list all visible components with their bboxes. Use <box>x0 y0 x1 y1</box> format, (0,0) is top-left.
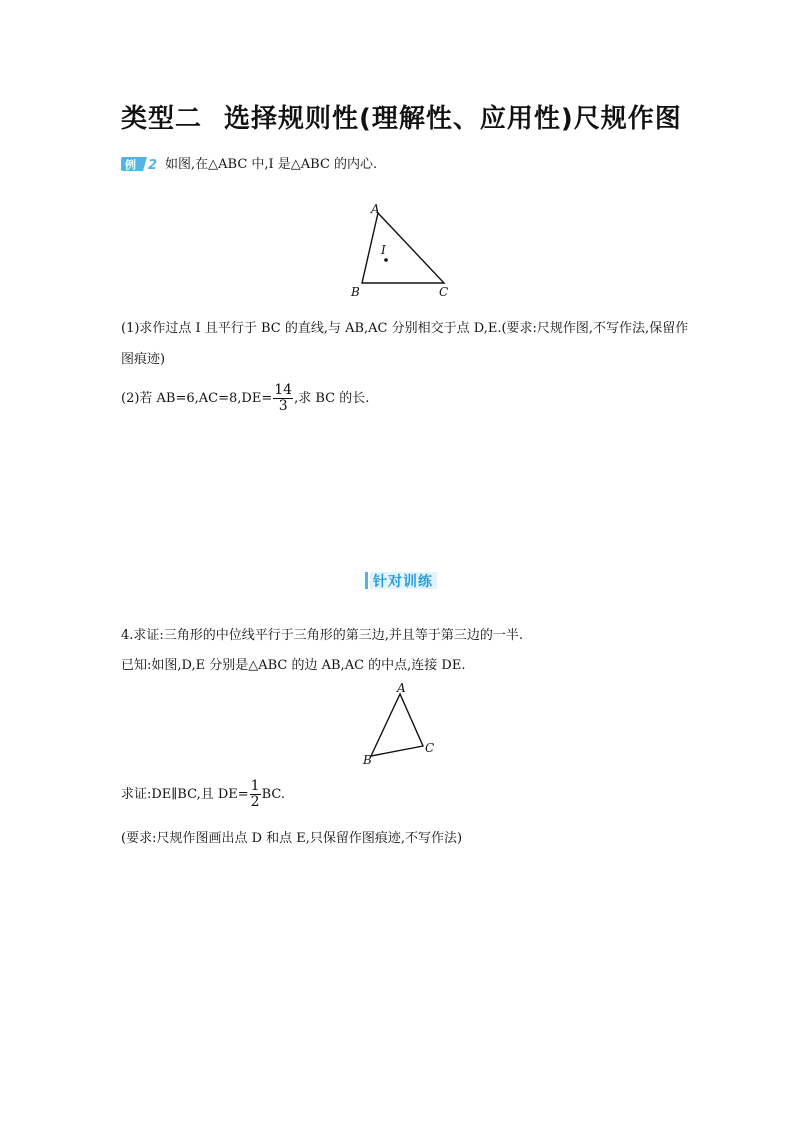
title-part2: 选择规则性(理解性、应用性)尺规作图 <box>224 104 682 134</box>
prove-suffix: BC. <box>261 786 285 802</box>
triangle-figure-incenter <box>340 198 460 300</box>
question-1-line2: 图痕迹) <box>121 352 166 367</box>
question-1-line1: (1)求作过点 I 且平行于 BC 的直线,与 AB,AC 分别相交于点 D,E.(要求:尺规作图,不写作法,保留作 <box>121 321 689 336</box>
prove-statement <box>121 779 285 810</box>
vertex-label-c: C <box>439 285 449 299</box>
example-badge <box>121 157 159 171</box>
exercise-requirement: (要求:尺规作图画出点 D 和点 E,只保留作图痕迹,不写作法) <box>121 831 463 846</box>
vertex-label-b-2: B <box>363 753 372 767</box>
triangle-abc-2 <box>371 694 423 756</box>
question-2 <box>121 383 369 414</box>
incenter-point <box>384 258 388 262</box>
exercise-4-line2: 已知:如图,D,E 分别是△ABC 的边 AB,AC 的中点,连接 DE. <box>121 658 466 673</box>
title-part1: 类型二 <box>121 104 203 134</box>
fraction-denominator: 3 <box>278 398 288 414</box>
example-badge-label: 例 <box>125 158 136 171</box>
incenter-label-i: I <box>381 243 386 257</box>
banner-accent-bar <box>365 572 368 589</box>
section-banner <box>365 570 437 592</box>
example-intro: 如图,在△ABC 中,I 是△ABC 的内心. <box>165 157 378 172</box>
vertex-label-a: A <box>371 202 380 216</box>
example-badge-number: 2 <box>148 158 158 171</box>
fraction-denominator-2: 2 <box>250 794 260 810</box>
triangle-abc <box>362 213 444 283</box>
prove-prefix: 求证:DE∥BC,且 DE= <box>121 786 249 802</box>
fraction-numerator: 14 <box>274 382 293 398</box>
fraction-numerator-2: 1 <box>250 778 260 794</box>
vertex-label-b: B <box>351 285 360 299</box>
section-label: 针对训练 <box>373 574 433 590</box>
question-2-prefix: (2)若 AB=6,AC=8,DE= <box>121 390 273 406</box>
vertex-label-c-2: C <box>425 741 435 755</box>
question-2-suffix: ,求 BC 的长. <box>294 390 370 406</box>
page-title <box>121 98 682 135</box>
exercise-4-line1: 4.求证:三角形的中位线平行于三角形的第三边,并且等于第三边的一半. <box>121 628 524 643</box>
fraction-14-3 <box>273 383 293 414</box>
triangle-figure-midline <box>355 680 445 770</box>
fraction-1-2 <box>250 779 261 810</box>
vertex-label-a-2: A <box>397 681 406 695</box>
